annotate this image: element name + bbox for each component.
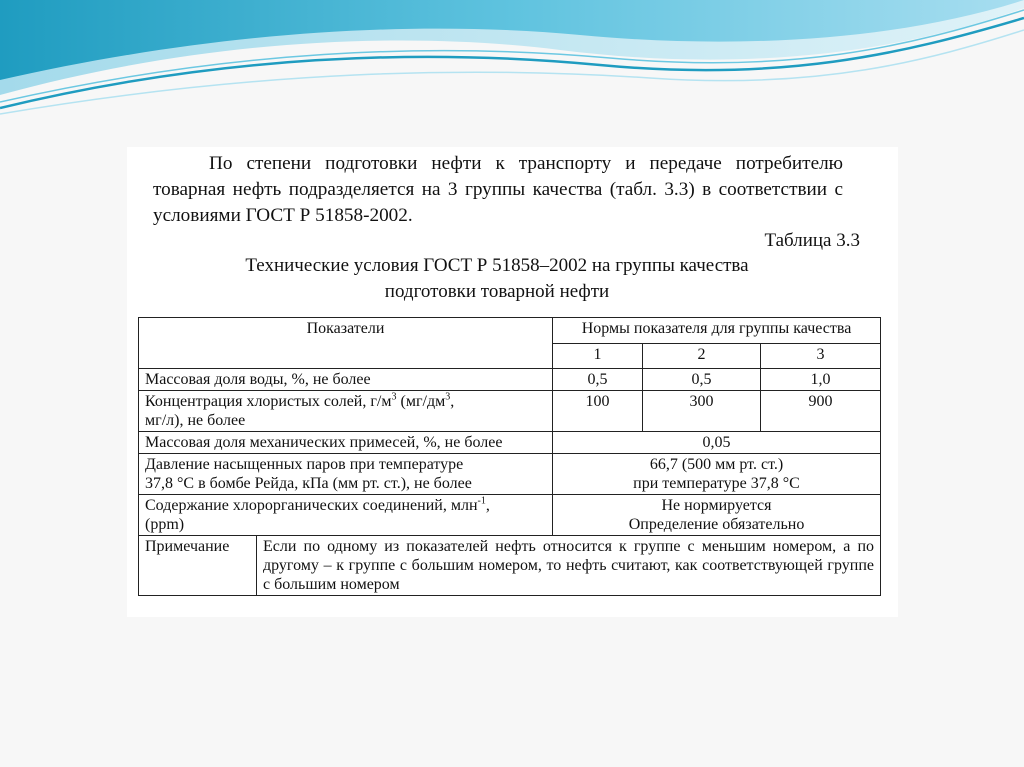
cell-value: 1,0 — [761, 369, 881, 391]
header-indicators: Показатели — [139, 318, 553, 369]
header-group-2: 2 — [643, 343, 761, 369]
table-title — [167, 253, 827, 305]
row-label: Концентрация хлористых солей, $г/м^3$ ($мг/дм^3$, мг/л), не более — [139, 391, 553, 432]
header-group-3: 3 — [761, 343, 881, 369]
table-row — [139, 369, 881, 391]
table-title-line1: Технические условия ГОСТ Р 51858–2002 на группы качества — [245, 255, 749, 276]
cell-value: 100 — [553, 391, 643, 432]
header-group-1: 1 — [553, 343, 643, 369]
note-label: Примечание — [139, 536, 257, 596]
intro-paragraph: По степени подготовки нефти к транспорту и передаче потребителю товарная нефть подразделяется на 3 группы качества (табл. 3.3) в соответствии с условиями ГОСТ Р 51858-2002. — [153, 153, 843, 226]
header-norms: Нормы показателя для группы качества — [553, 318, 881, 344]
cell-value: 900 — [761, 391, 881, 432]
row-label: Массовая доля воды, %, не более — [139, 369, 553, 391]
cell-value: 0,5 — [553, 369, 643, 391]
row-label: Содержание хлорорганических соединений, млн$^{-1}$, (ppm) — [139, 495, 553, 536]
cell-value: Не нормируется Определение обязательно — [553, 495, 881, 536]
cell-value: 0,05 — [553, 432, 881, 454]
row-label: Давление насыщенных паров при температуре 37,8 °С в бомбе Рейда, кПа (мм рт. ст.), не более — [139, 454, 553, 495]
quality-groups-table — [138, 317, 881, 596]
table-label: Таблица 3.3 — [764, 230, 860, 251]
cell-value: 66,7 (500 мм рт. ст.) при температуре 37,8 °С — [553, 454, 881, 495]
table-row — [139, 432, 881, 454]
document-scan — [127, 147, 898, 617]
table-row — [139, 454, 881, 495]
decorative-wave-header — [0, 0, 1024, 120]
cell-value: 300 — [643, 391, 761, 432]
table-header-row — [139, 318, 881, 344]
note-text: Если по одному из показателей нефть относится к группе с меньшим номером, а по другому – к группе с большим номером, то нефть считают, как соответствующей группе с большим номером — [257, 536, 881, 596]
table-row — [139, 391, 881, 432]
table-row — [139, 495, 881, 536]
table-title-line2: подготовки товарной нефти — [384, 281, 610, 302]
table-row-note — [139, 536, 881, 596]
cell-value: 0,5 — [643, 369, 761, 391]
row-label: Массовая доля механических примесей, %, не более — [139, 432, 553, 454]
